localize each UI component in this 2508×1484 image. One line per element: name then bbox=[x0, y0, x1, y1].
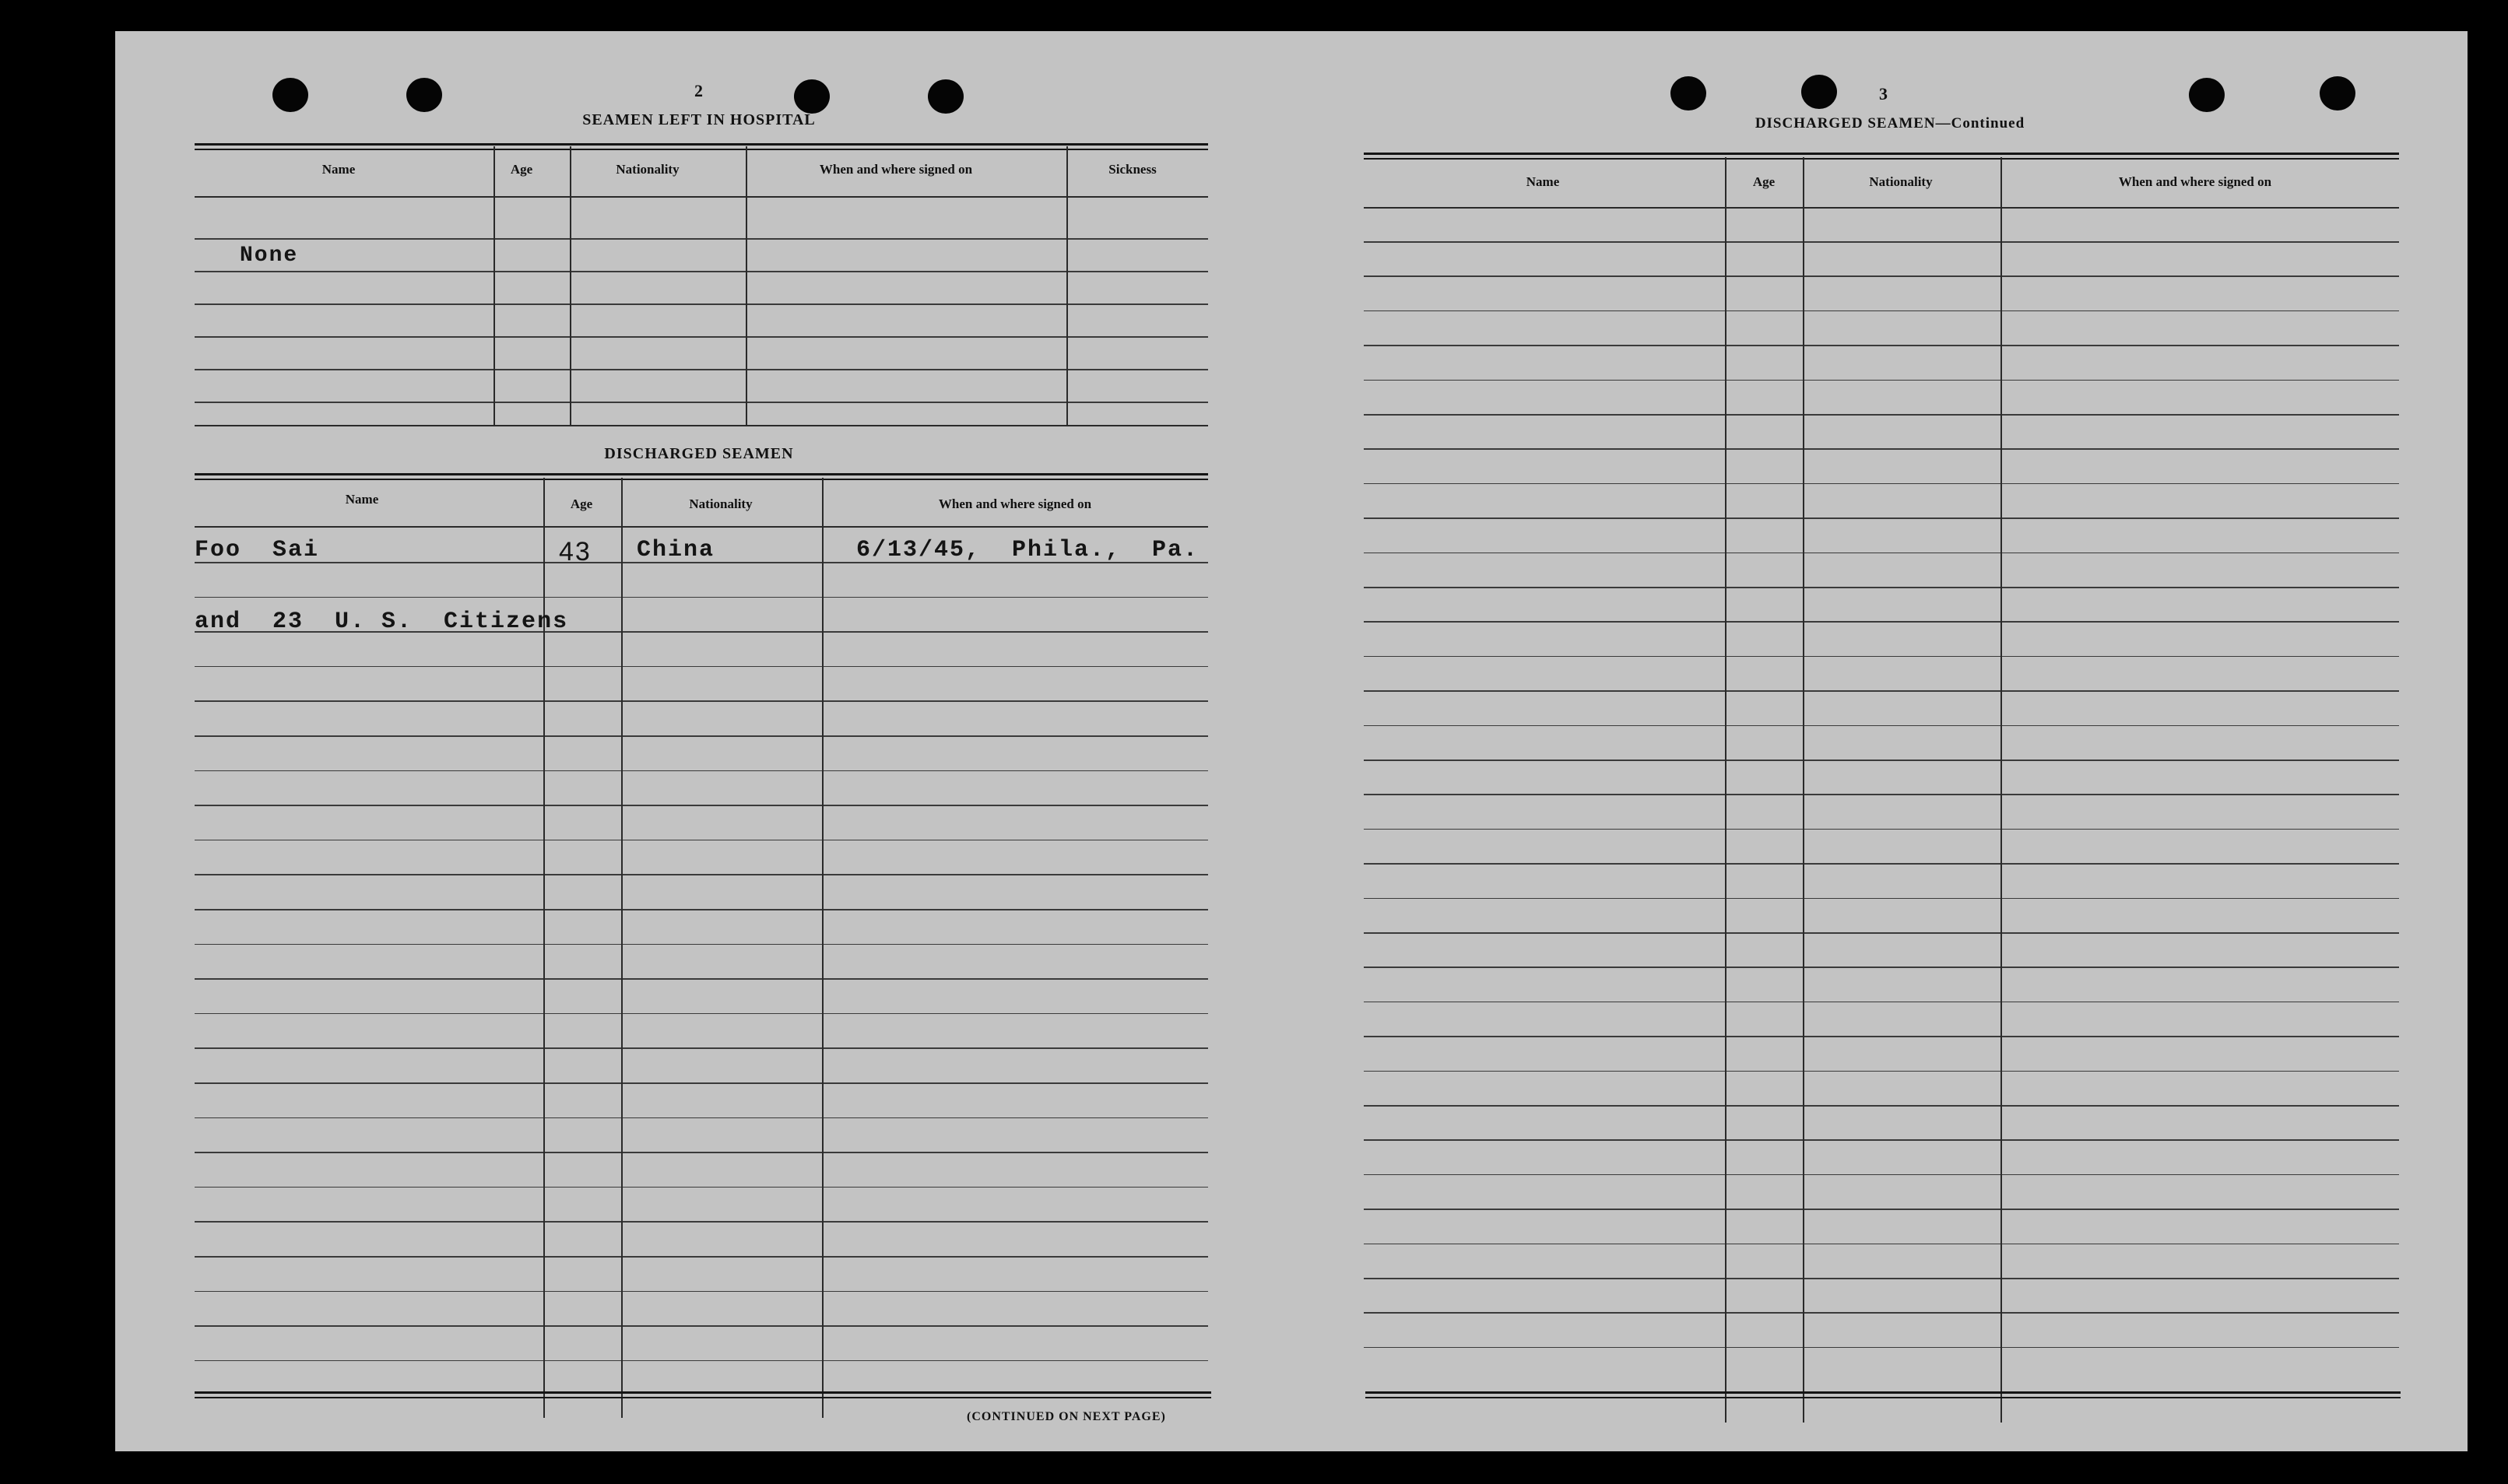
discharged-col-signed-on: When and where signed on bbox=[938, 496, 1092, 511]
punch-hole bbox=[1801, 75, 1837, 109]
ruled-line bbox=[195, 944, 1208, 945]
hospital-col-name: Name bbox=[321, 162, 356, 177]
ruled-line bbox=[1364, 517, 2399, 519]
discharged-section-title: DISCHARGED SEAMEN bbox=[604, 445, 794, 462]
ruled-line bbox=[1364, 483, 2399, 485]
row-name: and 23 U. S. Citizens bbox=[195, 609, 569, 635]
left-bottom-rule bbox=[195, 1391, 1211, 1398]
discharged-col-divider bbox=[822, 478, 824, 1418]
ruled-line bbox=[1364, 1278, 2399, 1279]
ruled-line bbox=[195, 1047, 1208, 1049]
ruled-line bbox=[195, 1360, 1208, 1362]
ruled-line bbox=[1364, 725, 2399, 727]
ruled-line bbox=[195, 1256, 1208, 1258]
ruled-line bbox=[1364, 932, 2399, 934]
ruled-line bbox=[1364, 1347, 2399, 1349]
discharged-table-top-rule bbox=[195, 473, 1208, 480]
hospital-col-sickness: Sickness bbox=[1108, 162, 1157, 177]
ruled-line bbox=[1364, 414, 2399, 416]
hospital-row-line bbox=[195, 271, 1208, 272]
hospital-row-line bbox=[195, 303, 1208, 305]
ruled-line bbox=[1364, 241, 2399, 243]
row-name: Foo Sai bbox=[195, 537, 320, 563]
ruled-line bbox=[1364, 621, 2399, 623]
ruled-line bbox=[195, 666, 1208, 668]
row-nationality: China bbox=[637, 537, 715, 563]
hospital-row-line bbox=[195, 336, 1208, 338]
hospital-header-rule bbox=[195, 196, 1208, 198]
right-col-age: Age bbox=[1752, 174, 1776, 189]
right-header-rule bbox=[1364, 207, 2399, 209]
discharged-col-divider bbox=[621, 478, 623, 1418]
ruled-line bbox=[195, 1152, 1208, 1153]
ruled-line bbox=[1364, 1105, 2399, 1107]
ruled-line bbox=[1364, 587, 2399, 588]
ruled-line bbox=[195, 874, 1208, 875]
ruled-line bbox=[1364, 275, 2399, 277]
ruled-line bbox=[1364, 1002, 2399, 1003]
punch-hole bbox=[2320, 76, 2355, 111]
ruled-line bbox=[195, 1187, 1208, 1188]
ruled-line bbox=[1364, 1139, 2399, 1141]
ruled-line bbox=[1364, 1209, 2399, 1210]
row-age: 43 bbox=[559, 537, 592, 567]
discharged-col-age: Age bbox=[570, 496, 593, 511]
right-col-divider bbox=[1803, 157, 1804, 1423]
ruled-line bbox=[1364, 380, 2399, 381]
ruled-line bbox=[1364, 863, 2399, 865]
ruled-line bbox=[195, 909, 1208, 910]
hospital-col-signed-on: When and where signed on bbox=[819, 162, 973, 177]
right-bottom-rule bbox=[1365, 1391, 2401, 1398]
ruled-line bbox=[1364, 898, 2399, 900]
continued-section-title: DISCHARGED SEAMEN—Continued bbox=[1755, 115, 2025, 132]
hospital-row-line bbox=[195, 402, 1208, 403]
punch-hole bbox=[1670, 76, 1706, 111]
punch-hole bbox=[406, 78, 442, 112]
ruled-line bbox=[1364, 448, 2399, 450]
discharged-header-rule bbox=[195, 526, 1208, 528]
ruled-line bbox=[195, 1221, 1208, 1223]
punch-hole bbox=[794, 79, 830, 114]
ruled-line bbox=[195, 700, 1208, 702]
hospital-bottom-rule bbox=[195, 425, 1208, 426]
ruled-line bbox=[195, 978, 1208, 980]
ruled-line bbox=[195, 805, 1208, 806]
page-number-right: 3 bbox=[1879, 84, 1888, 103]
punch-hole bbox=[928, 79, 964, 114]
right-table-top-rule bbox=[1364, 153, 2399, 160]
hospital-entry-none: None bbox=[240, 244, 299, 268]
hospital-col-divider bbox=[746, 146, 747, 426]
hospital-row-line bbox=[195, 369, 1208, 370]
ruled-line bbox=[195, 1082, 1208, 1084]
ruled-line bbox=[195, 1325, 1208, 1327]
ruled-line bbox=[1364, 310, 2399, 312]
row-signed-on: 6/13/45, Phila., Pa. bbox=[856, 537, 1200, 563]
hospital-table-top-rule bbox=[195, 143, 1208, 150]
ruled-line bbox=[195, 735, 1208, 737]
hospital-col-divider bbox=[494, 146, 495, 426]
ruled-line bbox=[1364, 690, 2399, 692]
ruled-line bbox=[195, 770, 1208, 772]
right-col-divider bbox=[1725, 157, 1726, 1423]
ruled-line bbox=[1364, 967, 2399, 968]
ruled-line bbox=[1364, 1312, 2399, 1314]
document-sheet bbox=[115, 31, 2468, 1451]
ruled-line bbox=[1364, 1036, 2399, 1037]
right-col-divider bbox=[2000, 157, 2002, 1423]
ruled-line bbox=[1364, 1174, 2399, 1176]
ruled-line bbox=[1364, 1071, 2399, 1072]
right-col-name: Name bbox=[1526, 174, 1560, 189]
ruled-line bbox=[1364, 794, 2399, 795]
right-col-signed-on: When and where signed on bbox=[2118, 174, 2272, 189]
ruled-line bbox=[195, 1013, 1208, 1015]
ruled-line bbox=[195, 840, 1208, 841]
discharged-col-name: Name bbox=[345, 492, 379, 507]
ruled-line bbox=[1364, 345, 2399, 346]
hospital-col-divider bbox=[1066, 146, 1068, 426]
hospital-col-nationality: Nationality bbox=[616, 162, 680, 177]
ruled-line bbox=[195, 1291, 1208, 1293]
ruled-line bbox=[1364, 760, 2399, 761]
ruled-line bbox=[195, 1117, 1208, 1119]
ruled-line bbox=[1364, 829, 2399, 830]
right-col-nationality: Nationality bbox=[1869, 174, 1933, 189]
continued-footer: (CONTINUED ON NEXT PAGE) bbox=[967, 1410, 1166, 1423]
hospital-row-line bbox=[195, 238, 1208, 240]
ruled-line bbox=[1364, 553, 2399, 554]
punch-hole bbox=[272, 78, 308, 112]
ruled-line bbox=[1364, 1244, 2399, 1245]
hospital-col-age: Age bbox=[510, 162, 533, 177]
punch-hole bbox=[2189, 78, 2225, 112]
ruled-line bbox=[1364, 656, 2399, 658]
hospital-section-title: SEAMEN LEFT IN HOSPITAL bbox=[582, 111, 816, 128]
page-number-left: 2 bbox=[694, 81, 703, 100]
discharged-col-nationality: Nationality bbox=[689, 496, 753, 511]
ruled-line bbox=[195, 597, 1208, 598]
hospital-col-divider bbox=[570, 146, 571, 426]
